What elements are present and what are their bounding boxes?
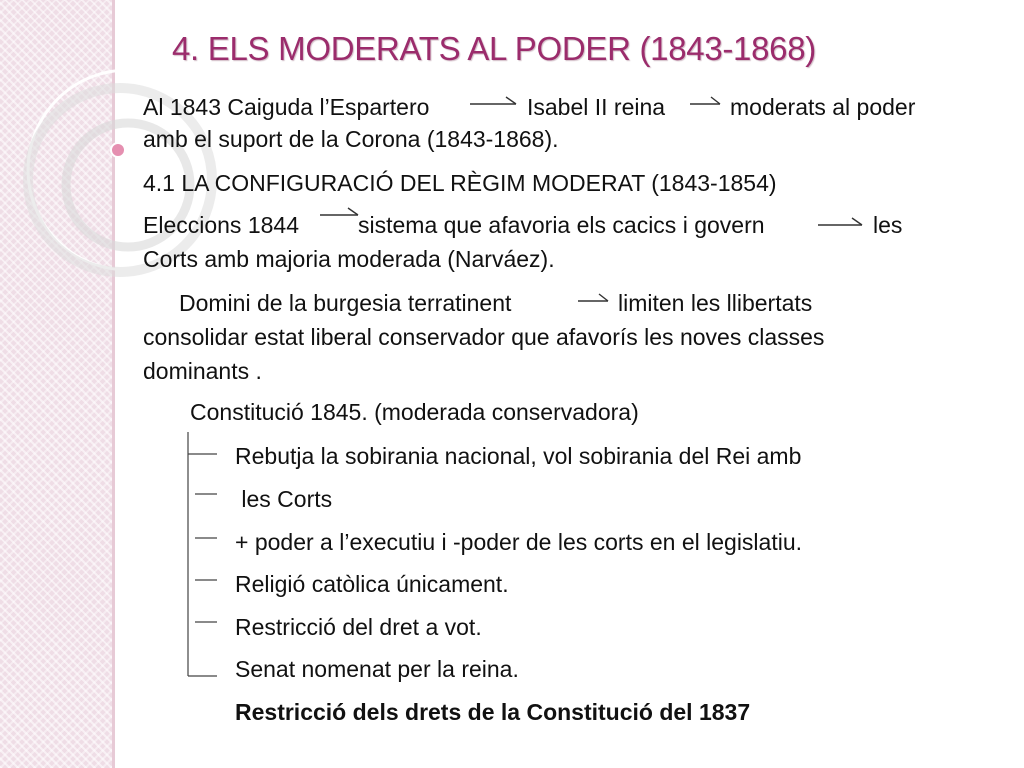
intro-part1: Al 1843 Caiguda l’Espartero — [143, 94, 430, 120]
intro-part3: moderats al poder — [730, 94, 916, 120]
constitution-conclusion: Restricció dels drets de la Constitució del 1837 — [235, 699, 751, 725]
slide-title: 4. ELS MODERATS AL PODER (1843-1868) — [172, 30, 816, 67]
intro-part2: Isabel II reina — [527, 94, 666, 120]
elections-part1: Eleccions 1844 — [143, 212, 299, 238]
arrow-right-icon — [470, 94, 520, 108]
elections-line2: Corts amb majoria moderada (Narváez). — [143, 246, 555, 272]
constitution-item-3: + poder a l’executiu i -poder de les corts en el legislatiu. — [235, 529, 803, 555]
decorative-strip — [0, 0, 112, 768]
strip-edge — [112, 0, 115, 768]
bracket-tree — [187, 432, 227, 692]
arrow-right-icon — [320, 205, 362, 219]
constitution-item-4: Religió catòlica únicament. — [235, 571, 509, 597]
constitution-item-1: Rebutja la sobirania nacional, vol sobirania del Rei amb — [235, 443, 802, 469]
constitution-item-5: Restricció del dret a vot. — [235, 614, 482, 640]
domination-part1: Domini de la burgesia terratinent — [179, 290, 512, 316]
constitution-item-6: Senat nomenat per la reina. — [235, 656, 519, 682]
section-heading: 4.1 LA CONFIGURACIÓ DEL RÈGIM MODERAT (1843-1854) — [143, 170, 777, 196]
arrow-right-icon — [578, 291, 612, 305]
domination-line3: dominants . — [143, 358, 262, 384]
arrow-right-icon — [818, 215, 866, 229]
elections-part2: sistema que afavoria els cacics i govern — [358, 212, 765, 238]
constitution-heading: Constitució 1845. (moderada conservadora) — [190, 399, 639, 425]
constitution-item-2: les Corts — [235, 486, 333, 512]
intro-line2: amb el suport de la Corona (1843-1868). — [143, 126, 559, 152]
domination-part2: limiten les llibertats — [618, 290, 813, 316]
arrow-right-icon — [690, 94, 724, 108]
domination-line2: consolidar estat liberal conservador que afavorís les noves classes — [143, 324, 825, 350]
elections-part3: les — [873, 212, 903, 238]
